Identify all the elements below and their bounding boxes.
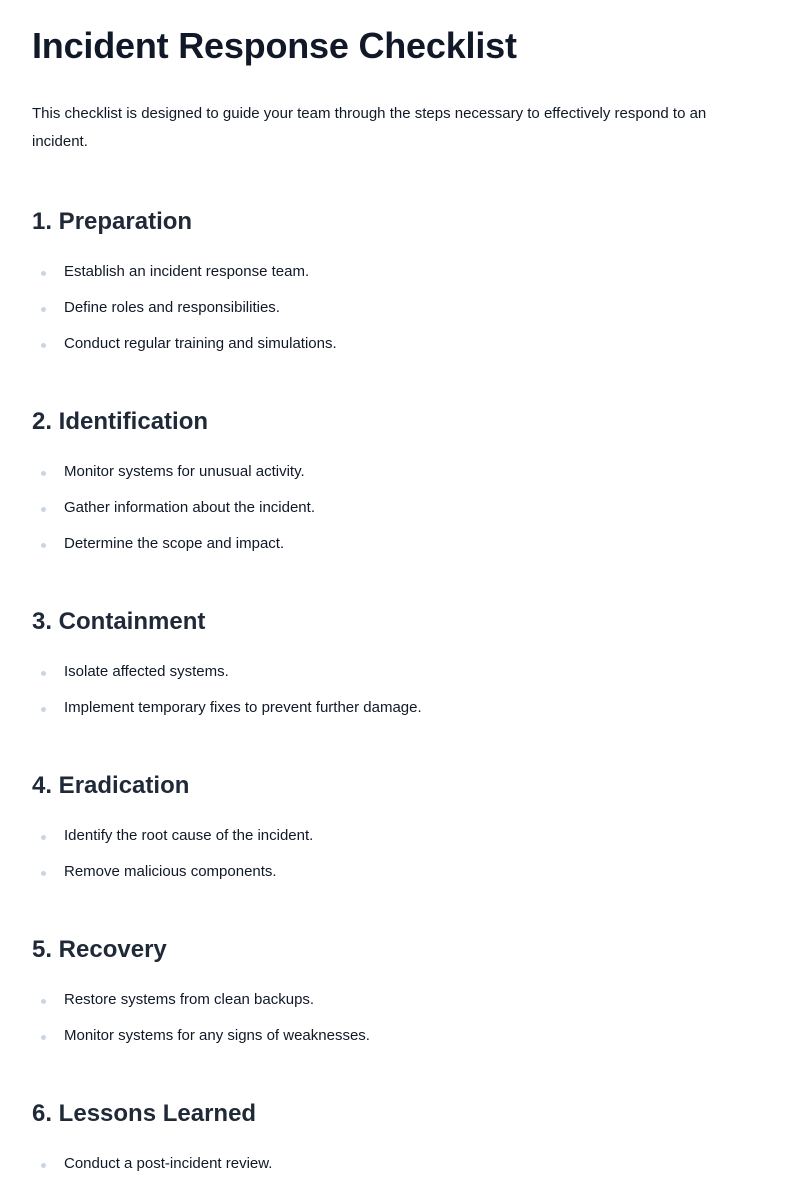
list-item: Conduct regular training and simulations. [32, 334, 768, 370]
section-eradication [32, 770, 768, 898]
list-item: Identify the root cause of the incident. [32, 826, 768, 862]
section-list [32, 826, 768, 898]
list-item: Define roles and responsibilities. [32, 298, 768, 334]
intro-paragraph: This checklist is designed to guide your team through the steps necessary to effectively respond to an incident. [32, 105, 707, 150]
list-item: Determine the scope and impact. [32, 534, 768, 570]
list-item: Conduct a post-incident review. [32, 1154, 768, 1190]
section-list [32, 662, 768, 734]
list-item: Monitor systems for unusual activity. [32, 462, 768, 498]
list-item: Remove malicious components. [32, 862, 768, 898]
section-list [32, 990, 768, 1062]
list-item: Monitor systems for any signs of weaknesses. [32, 1026, 768, 1062]
section-heading: 6. Lessons Learned [32, 1100, 257, 1127]
section-recovery [32, 934, 768, 1062]
section-lessons-learned [32, 1098, 768, 1190]
section-heading: 2. Identification [32, 408, 209, 435]
section-list [32, 462, 768, 570]
list-item: Gather information about the incident. [32, 498, 768, 534]
section-list [32, 262, 768, 370]
list-item: Establish an incident response team. [32, 262, 768, 298]
list-item: Restore systems from clean backups. [32, 990, 768, 1026]
section-containment [32, 606, 768, 734]
page-title: Incident Response Checklist [32, 25, 517, 66]
list-item: Implement temporary fixes to prevent further damage. [32, 698, 768, 734]
section-heading: 5. Recovery [32, 936, 167, 963]
list-item: Isolate affected systems. [32, 662, 768, 698]
section-identification [32, 406, 768, 570]
section-heading: 4. Eradication [32, 772, 190, 799]
section-list [32, 1154, 768, 1190]
section-heading: 3. Containment [32, 608, 206, 635]
section-preparation [32, 206, 768, 370]
section-heading: 1. Preparation [32, 208, 193, 235]
